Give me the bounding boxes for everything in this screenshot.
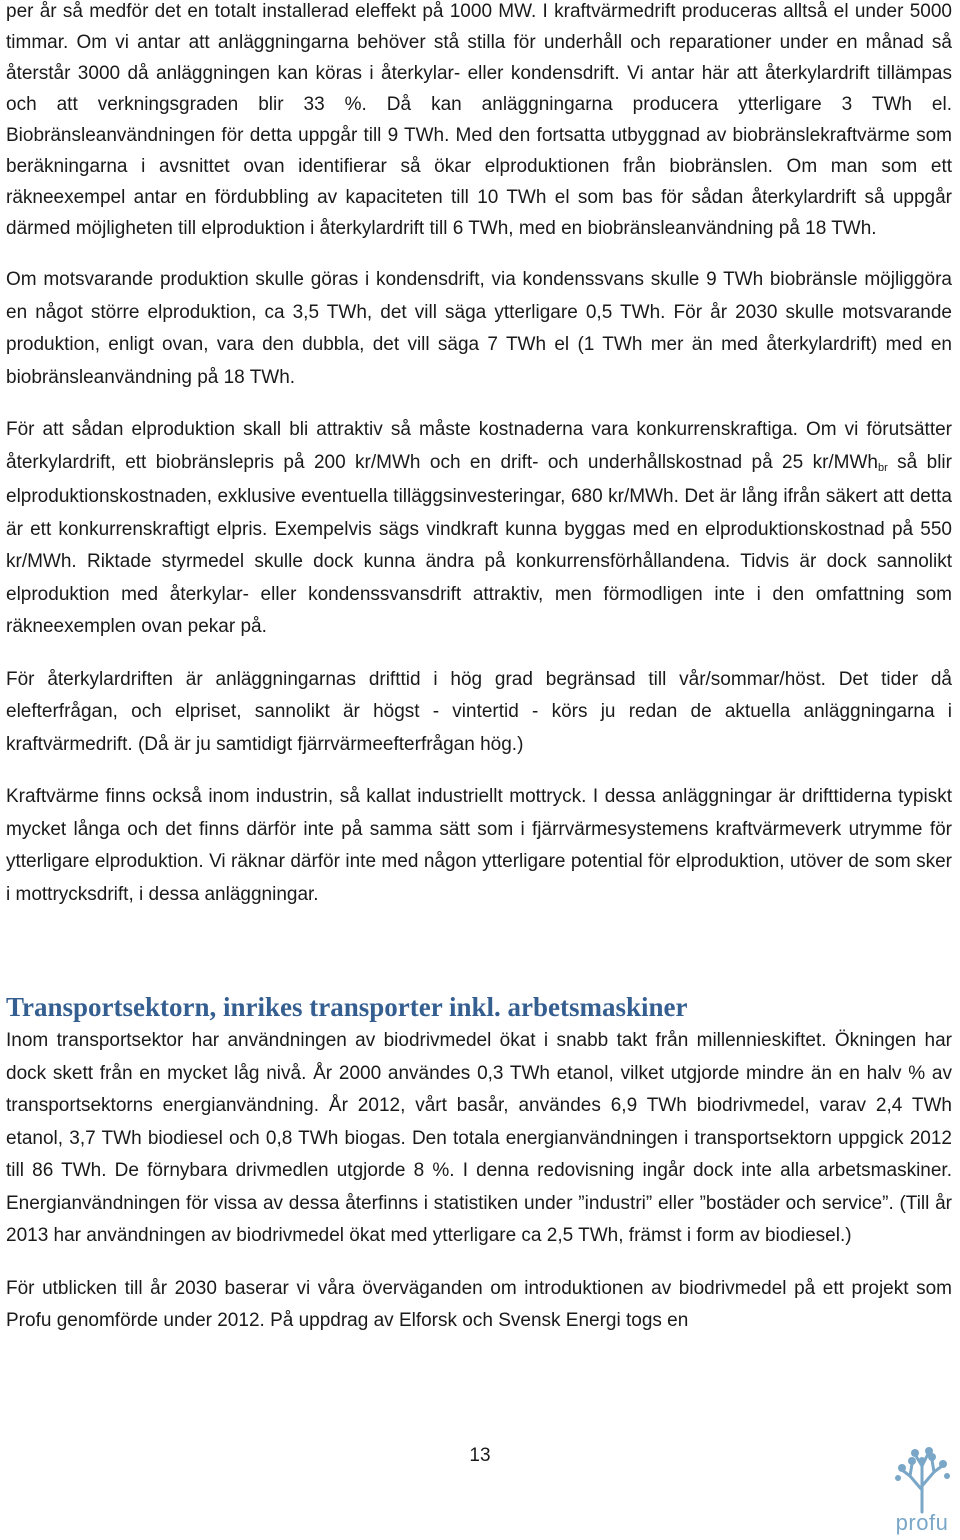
section-heading-wrap — [6, 989, 952, 1025]
cost-subscript: br — [878, 461, 888, 474]
paragraph-industry: Kraftvärme finns också inom industrin, så kallat industriellt mottryck. I dessa anläggningar är drifttiderna typiskt mycket långa och det finns därför inte på samma sätt som i fjärrvärmesystemens kraftvärmeverk utrymme för ytterligare elproduktion. Vi räknar därför inte med någon ytterligare potential för elproduktion, utöver de som sker i mottrycksdrift, i dessa anläggningar. — [6, 786, 952, 905]
cost-text-part-2: så blir elproduktionskostnaden, exklusive eventuella tilläggsinvesteringar, 680 kr/MWh. Det är lång ifrån säkert att detta är ett konkurrenskraftigt elpris. Exempelvis sägs vindkraft kunna byggas med en elproduktionskostnad på 550 kr/MWh. Riktade styrmedel skulle dock kunna ändra på konkurrensförhållandena. Tidvis är dock sannolikt elproduktion med återkylar- eller kondenssvansdrift attraktiv, men förmodligen inte i den omfattning som räkneexemplen ovan pekar på. — [6, 451, 952, 637]
section-heading: Transportsektorn, inrikes transporter inkl. arbetsmaskiner — [6, 992, 688, 1022]
paragraph-operating-time: För återkylardriften är anläggningarnas drifttid i hög grad begränsad till vår/sommar/höst. Det tider då elefterfrågan, och elpriset, sannolikt är högst - vintertid - körs ju redan de aktuella anläggningarna i kraftvärmedrift. (Då är ju samtidigt fjärrvärmeefterfrågan hög.) — [6, 668, 952, 755]
paragraph-condensing: Om motsvarande produktion skulle göras i kondensdrift, via kondenssvans skulle 9 TWh biobränsle möjliggöra en något större elproduktion, ca 3,5 TWh, det vill säga ytterligare 0,5 TWh. För år 2030 skulle motsvarande produktion, enligt ovan, vara den dubbla, det vill säga 7 TWh el (1 TWh mer än med återkylardrift) med en biobränsleanvändning på 18 TWh. — [6, 269, 952, 388]
tree-logo-icon — [890, 1446, 954, 1514]
page-number: 13 — [469, 1445, 491, 1466]
paragraph-chp-recooling: per år så medför det en totalt installerad eleffekt på 1000 MW. I kraftvärmedrift produceras alltså el under 5000 timmar. Om vi antar att anläggningarna behöver stå stilla för underhåll och reparationer under en månad så återstår 3000 då anläggningen kan köras i återkylar- eller kondensdrift. Vi antar här att återkylardrift tillämpas och att verkningsgraden blir 33 %. Då kan anläggningarna producera ytterligare 3 TWh el. Biobränsleanvändningen för detta uppgår till 9 TWh. Med den fortsatta utbyggnad av biobränslekraftvärme som beräkningarna i avsnittet ovan identifierar så ökar elproduktionen från biobränslen. Om man som ett räkneexempel antar en fördubbling av kapaciteten till 10 TWh el som bas för sådan återkylardrift så uppgår därmed möjligheten till elproduktion i återkylardrift till 6 TWh, med en biobränsleanvändning på 18 TWh. — [6, 1, 952, 239]
logo-text: profu — [895, 1510, 949, 1535]
paragraph-outlook-2030: För utblicken till år 2030 baserar vi våra överväganden om introduktionen av biodrivmedel på ett projekt som Profu genomförde under 2012. På uppdrag av Elforsk och Svensk Energi togs en — [6, 1277, 952, 1331]
paragraph-transport-intro: Inom transportsektor har användningen av biodrivmedel ökat i snabb takt från millennieskiftet. Ökningen har dock skett från en mycket låg nivå. År 2000 användes 0,3 TWh etanol, vilket utgjorde mindre än en halv % av transportsektorns energianvändning. År 2012, vårt basår, användes 6,9 TWh biodrivmedel, varav 2,4 TWh etanol, 3,7 TWh biodiesel och 0,8 TWh biogas. Den totala energianvändningen i transportsektorn uppgick 2012 till 86 TWh. De förnybara drivmedlen utgjorde 8 %. I denna redovisning ingår dock inte alla arbetsmaskiner. Energianvändningen för vissa av dessa återfinns i statistiken under ”industri” eller ”bostäder och service”. (Till år 2013 har användningen av biodrivmedel ökat med ytterligare ca 2,5 TWh, främst i form av biodiesel.) — [6, 1030, 952, 1246]
page-content — [6, 0, 952, 1338]
cost-text-part-1: För att sådan elproduktion skall bli attraktiv så måste kostnaderna vara konkurrenskraftiga. Om vi förutsätter återkylardrift, ett biobränslepris på 200 kr/MWh och en drift- och underhållskostnad på 25 kr/MWh — [6, 419, 952, 473]
profu-logo — [890, 1446, 954, 1538]
paragraph-cost — [6, 414, 952, 644]
